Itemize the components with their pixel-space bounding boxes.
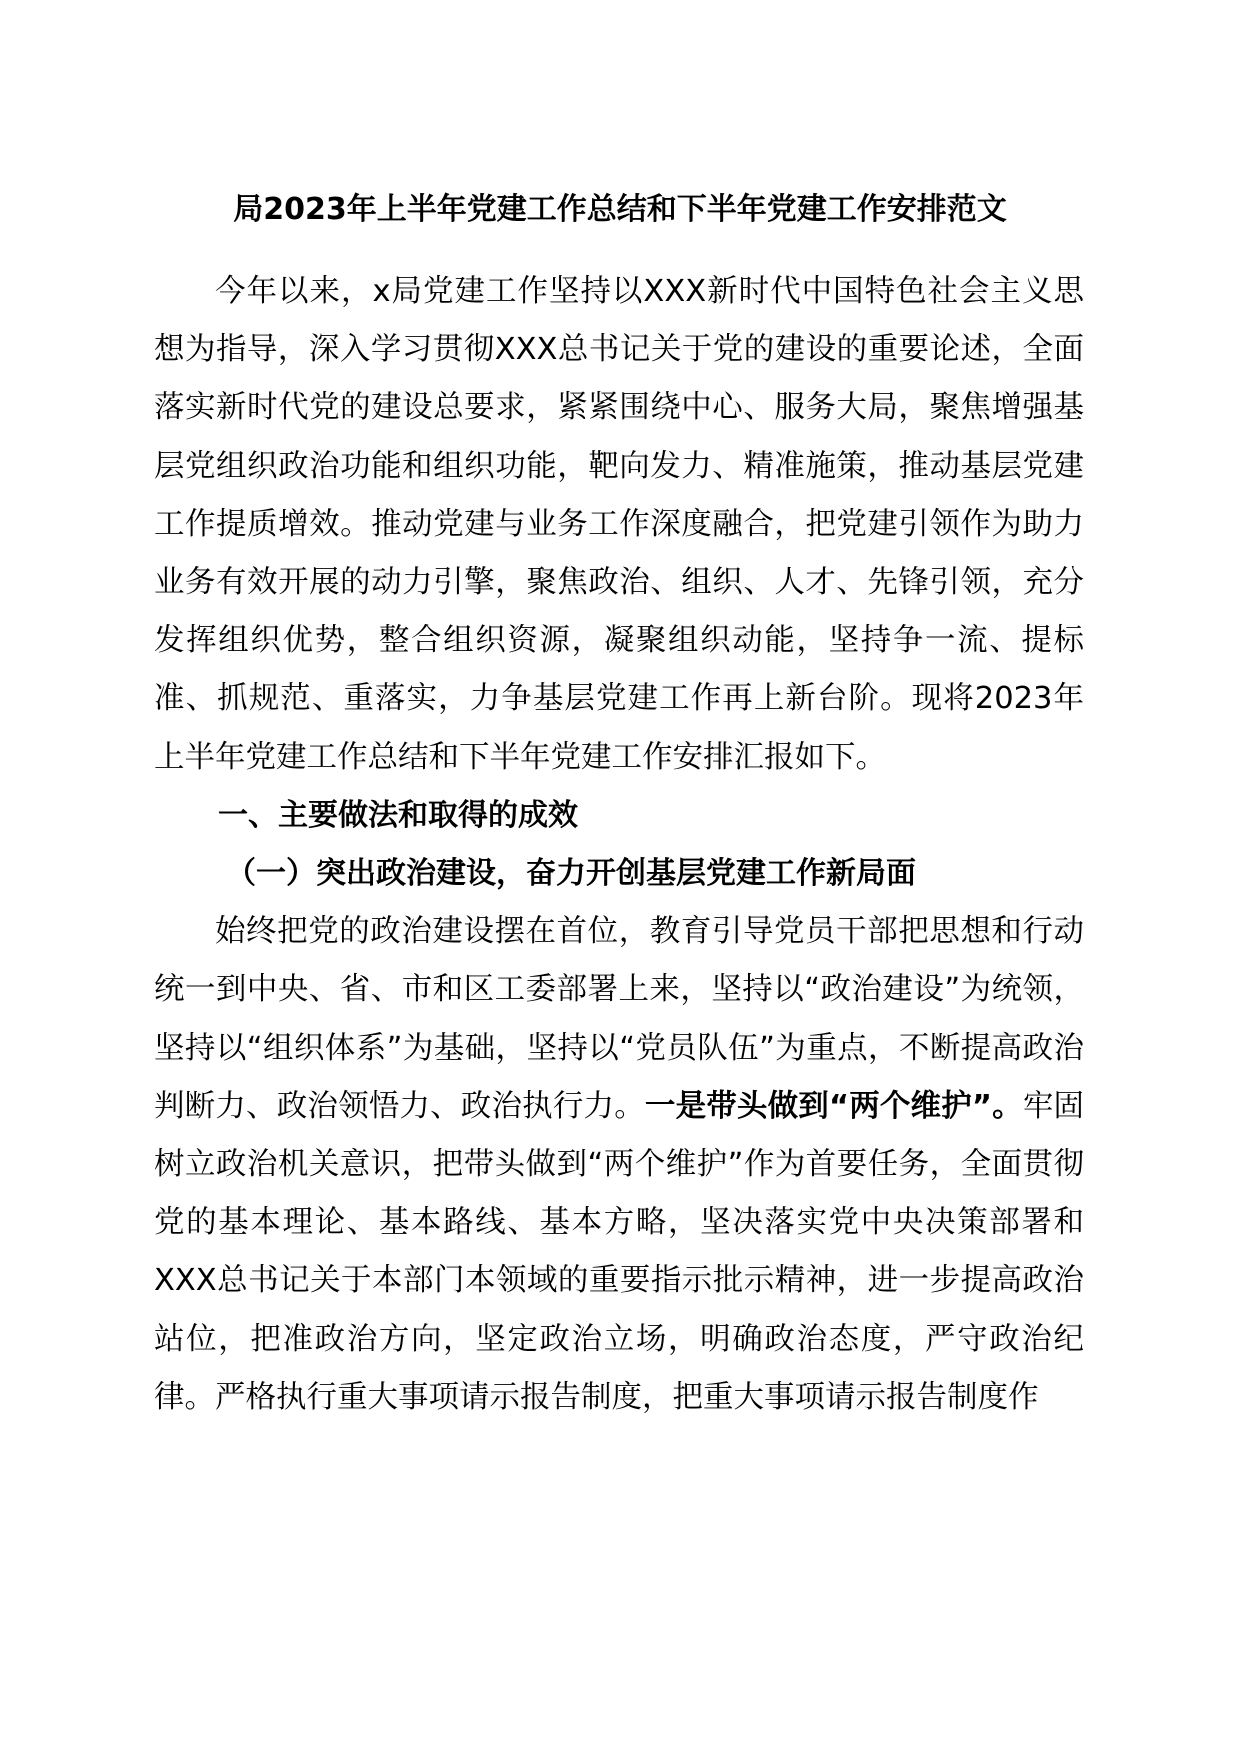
section-heading: 一、主要做法和取得的成效 xyxy=(218,797,578,833)
paragraph-lead-text: 一是带头做到“两个维护”。 xyxy=(644,1088,1023,1124)
paragraph-text: 始终把党的政治建设摆在首位，教育引导党员干部把思想和行动统一到中央、省、市和区工委部署上来，坚持以“政治建设”为统领，坚持以“组织体系”为基础，坚持以“党员队伍”为重点，不断提高政治判断力、政治领悟力、政治执行力。 xyxy=(154,914,1084,1124)
body-paragraph xyxy=(154,903,1084,1427)
document-body xyxy=(154,263,1084,1427)
document-title: 局2023年上半年党建工作总结和下半年党建工作安排范文 xyxy=(233,192,1007,227)
intro-paragraph: 今年以来，x局党建工作坚持以XXX新时代中国特色社会主义思想为指导，深入学习贯彻XXX总书记关于党的建设的重要论述，全面落实新时代党的建设总要求，紧紧围绕中心、服务大局，聚焦增强基层党组织政治功能和组织功能，靶向发力、精准施策，推动基层党建工作提质增效。推动党建与业务工作深度融合，把党建引领作为助力业务有效开展的动力引擎，聚焦政治、组织、人才、先锋引领，充分发挥组织优势，整合组织资源，凝聚组织动能，坚持争一流、提标准、抓规范、重落实，力争基层党建工作再上新台阶。现将2023年上半年党建工作总结和下半年党建工作安排汇报如下。 xyxy=(154,274,1084,775)
paragraph-text-continued: 牢固树立政治机关意识，把带头做到“两个维护”作为首要任务，全面贯彻党的基本理论、基本路线、基本方略，坚决落实党中央决策部署和XXX总书记关于本部门本领域的重要指示批示精神，进一步提高政治站位，把准政治方向，坚定政治立场，明确政治态度，严守政治纪律。严格执行重大事项请示报告制度，把重大事项请示报告制度作 xyxy=(154,1088,1085,1415)
subsection-heading: （一）突出政治建设，奋力开创基层党建工作新局面 xyxy=(226,856,916,892)
